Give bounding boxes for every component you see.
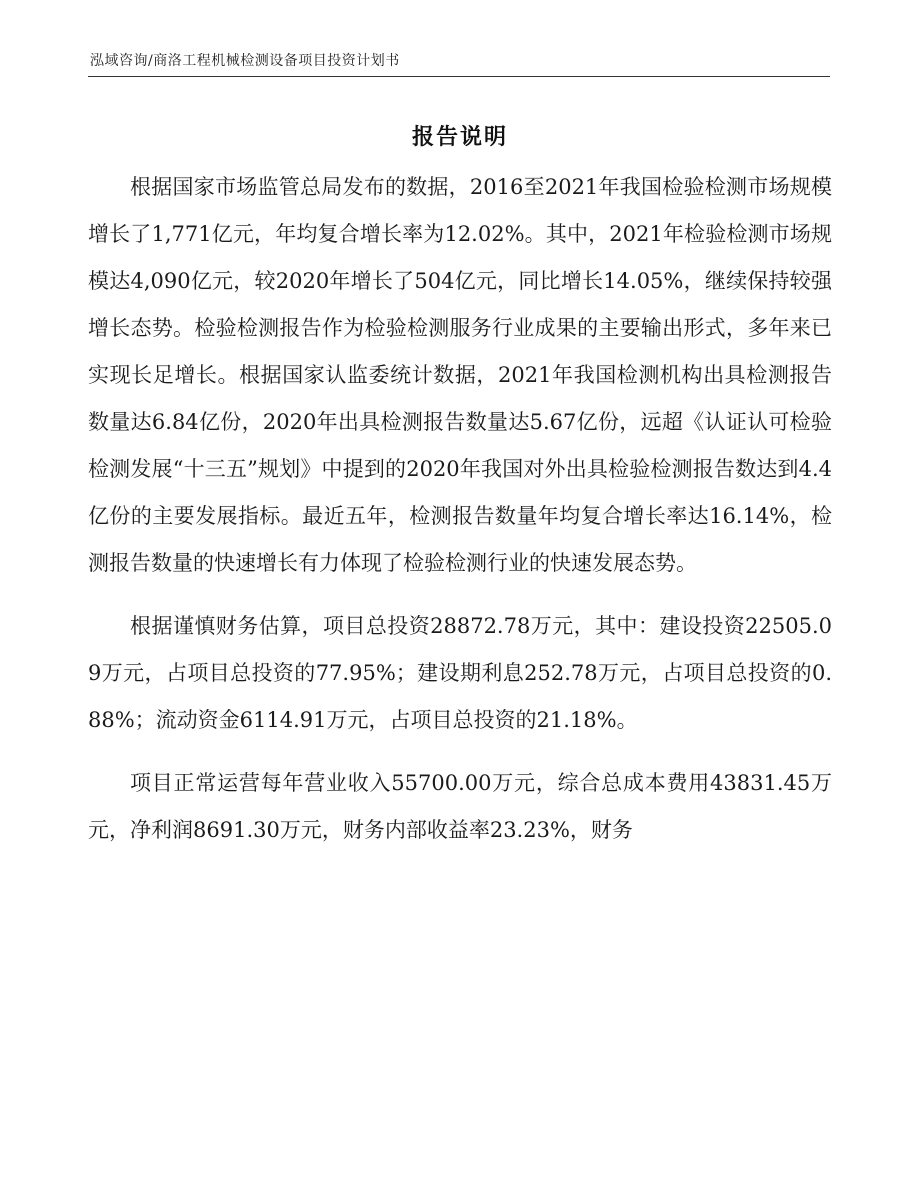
document-body [88,164,832,870]
paragraph-investment-estimate: 根据谨慎财务估算，项目总投资28872.78万元，其中：建设投资22505.09万元，占项目总投资的77.95%；建设期利息252.78万元，占项目总投资的0.88%；流动资金6114.91万元，占项目总投资的21.18%。 [88,614,832,732]
paragraph-operating-revenue: 项目正常运营每年营业收入55700.00万元，综合总成本费用43831.45万元，净利润8691.30万元，财务内部收益率23.23%，财务 [88,771,832,842]
section-title: 报告说明 [411,125,508,150]
paragraph-market-overview: 根据国家市场监管总局发布的数据，2016至2021年我国检验检测市场规模增长了1,771亿元，年均复合增长率为12.02%。其中，2021年检验检测市场规模达4,090亿元，较2020年增长了504亿元，同比增长14.05%，继续保持较强增长态势。检验检测报告作为检验检测服务行业成果的主要输出形式，多年来已实现长足增长。根据国家认监委统计数据，2021年我国检测机构出具检测报告数量达6.84亿份，2020年出具检测报告数量达5.67亿份，远超《认证认可检验检测发展“十三五”规划》中提到的2020年我国对外出具检验检测报告数达到4.4亿份的主要发展指标。最近五年，检测报告数量年均复合增长率达16.14%，检测报告数量的快速增长有力体现了检验检测行业的快速发展态势。 [88,175,832,575]
document-header: 泓域咨询/商洛工程机械检测设备项目投资计划书 [90,53,400,69]
header-divider [88,76,830,77]
